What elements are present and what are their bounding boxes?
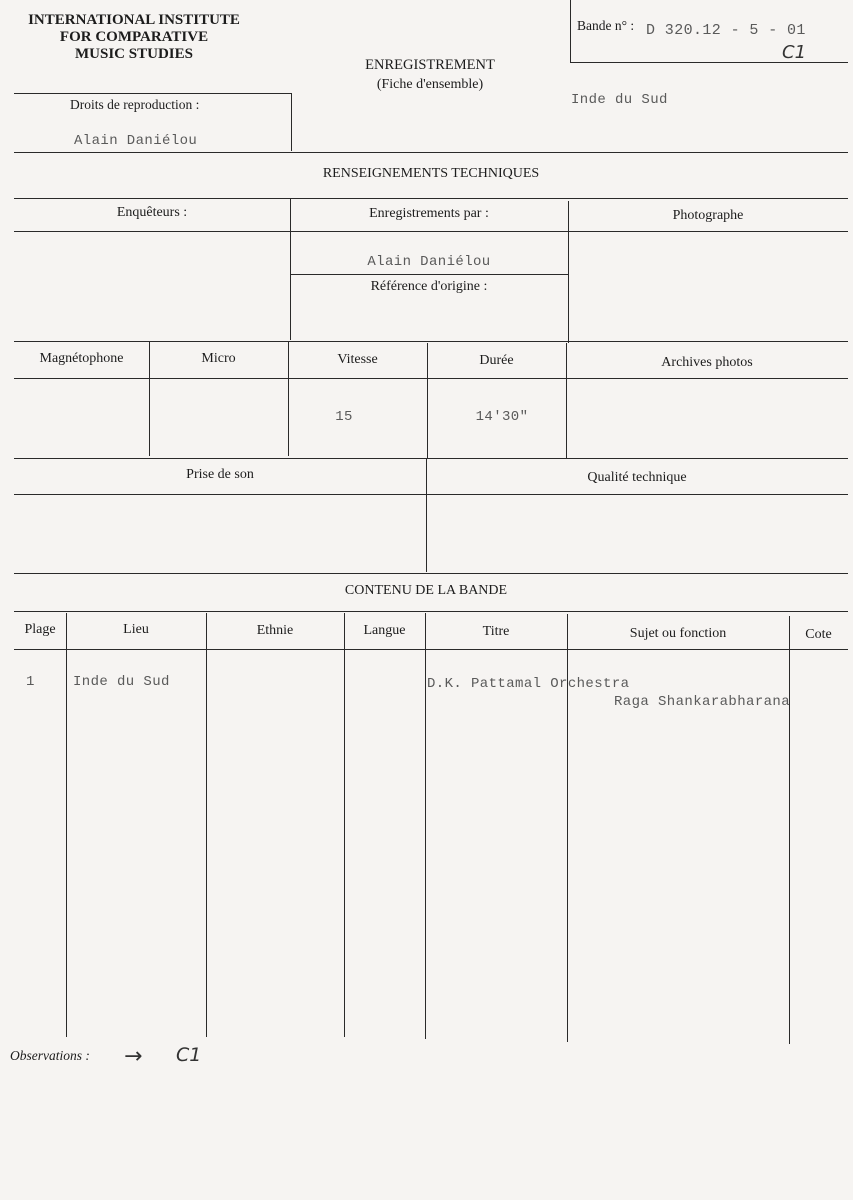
- contenu-col-divider-2: [206, 613, 207, 1037]
- contenu-title-line: [14, 611, 848, 612]
- photographe-label: Photographe: [672, 208, 744, 223]
- row-sujet: Raga Shankarabharana: [614, 694, 791, 710]
- enregistrements-value: Alain Daniélou: [367, 254, 491, 270]
- contenu-col-divider-6: [789, 616, 790, 1044]
- row-lieu: Inde du Sud: [73, 674, 170, 690]
- micro-label: Micro: [201, 351, 236, 366]
- vitesse-label: Vitesse: [337, 352, 378, 367]
- form-title: ENREGISTREMENT: [365, 57, 495, 73]
- magnetophone-label: Magnétophone: [39, 351, 124, 366]
- col-header-langue: Langue: [363, 623, 406, 638]
- tech-header-line: [14, 231, 848, 232]
- col-header-plage: Plage: [24, 622, 56, 637]
- tech-section-title: RENSEIGNEMENTS TECHNIQUES: [322, 166, 540, 181]
- col-header-lieu: Lieu: [123, 622, 149, 637]
- droits-box-top: [14, 93, 291, 94]
- col-header-ethnie: Ethnie: [256, 623, 294, 638]
- prise-header-line: [14, 494, 848, 495]
- contenu-header-line: [14, 649, 848, 650]
- prise-label: Prise de son: [186, 467, 254, 482]
- form-subtitle: (Fiche d'ensemble): [376, 77, 484, 92]
- col-header-titre: Titre: [482, 624, 510, 639]
- observations-label: Observations :: [10, 1048, 90, 1063]
- observations-value: C1: [176, 1044, 202, 1066]
- col-header-sujet: Sujet ou fonction: [629, 626, 727, 641]
- observations-arrow: →: [124, 1044, 143, 1069]
- droits-label: Droits de reproduction :: [70, 97, 200, 112]
- duree-label: Durée: [479, 353, 514, 368]
- equip-header-line: [14, 378, 848, 379]
- institute-line-1: INTERNATIONAL INSTITUTE: [28, 12, 240, 28]
- droits-box-right: [291, 93, 292, 151]
- archives-label: Archives photos: [661, 355, 753, 370]
- tech-row-1-bottom: [14, 341, 848, 342]
- row-titre: D.K. Pattamal Orchestra: [427, 676, 630, 692]
- contenu-col-divider-3: [344, 613, 345, 1037]
- enregistrements-sub-line: [290, 274, 568, 275]
- enqueteurs-label: Enquêteurs :: [116, 205, 188, 220]
- bande-mark: C1: [782, 42, 807, 63]
- region-value: Inde du Sud: [571, 92, 668, 108]
- vitesse-value: 15: [335, 409, 353, 425]
- bande-number: D 320.12 - 5 - 01: [646, 22, 806, 39]
- institute-line-3: MUSIC STUDIES: [75, 46, 193, 62]
- institute-line-2: FOR COMPARATIVE: [59, 29, 209, 45]
- header-divider: [14, 152, 848, 153]
- institute-name: [14, 12, 254, 63]
- row-plage: 1: [26, 674, 35, 690]
- reference-label: Référence d'origine :: [370, 279, 488, 294]
- col-header-cote: Cote: [805, 627, 832, 642]
- tech-title-line: [14, 198, 848, 199]
- tech-section-bottom: [14, 573, 848, 574]
- bande-box-bottom: [570, 62, 848, 63]
- equip-row-bottom: [14, 458, 848, 459]
- bande-label: Bande n° :: [577, 18, 635, 33]
- droits-value: Alain Daniélou: [74, 133, 198, 149]
- contenu-col-divider-1: [66, 613, 67, 1037]
- enregistrements-label: Enregistrements par :: [369, 206, 489, 221]
- contenu-col-divider-4: [425, 613, 426, 1039]
- qualite-label: Qualité technique: [587, 470, 687, 485]
- bande-box-left: [570, 0, 571, 62]
- contenu-section-title: CONTENU DE LA BANDE: [344, 583, 508, 598]
- duree-value: 14'30": [475, 409, 529, 425]
